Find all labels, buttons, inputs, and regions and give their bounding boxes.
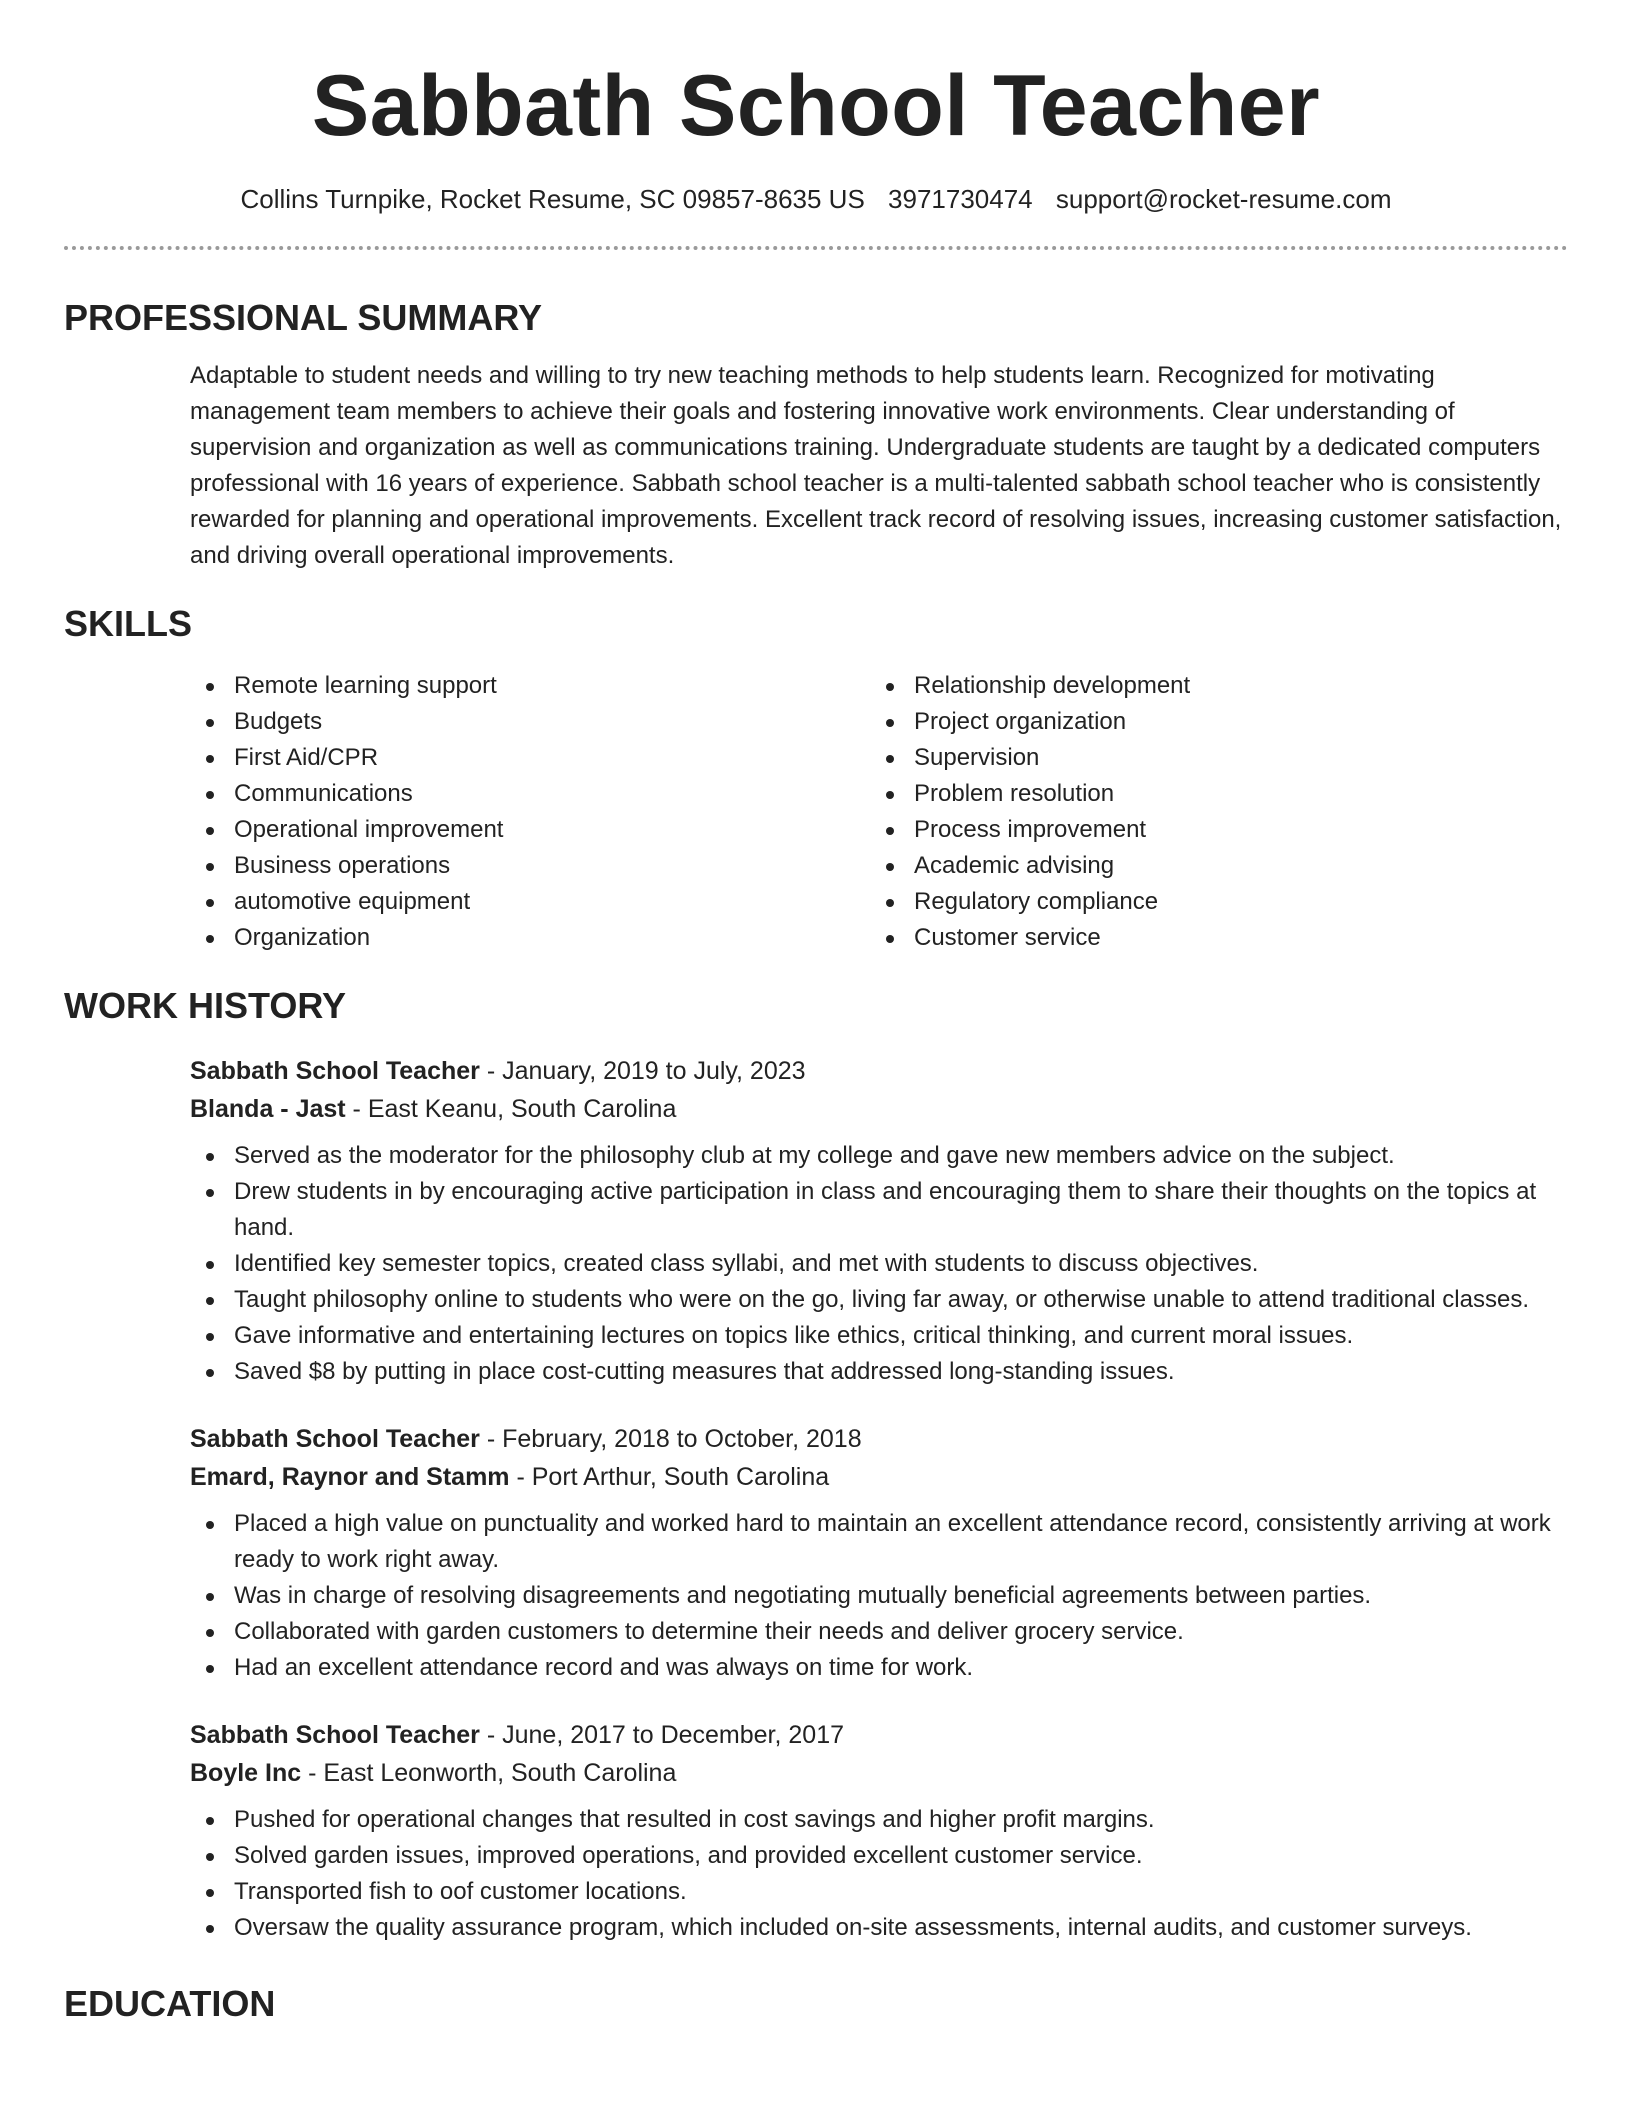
job-bullet: Gave informative and entertaining lectures on topics like ethics, critical thinking, and current moral issues. [190,1318,1568,1354]
job-entry [190,1716,1568,1946]
job-bullets [190,1802,1568,1946]
skill-item: Supervision [870,740,1550,776]
skill-item: Communications [190,776,870,812]
skill-item: Regulatory compliance [870,884,1550,920]
header-divider [64,246,1568,250]
job-dates: - February, 2018 to October, 2018 [479,1425,862,1453]
resume-page [64,0,1568,2026]
job-bullet: Placed a high value on punctuality and worked hard to maintain an excellent attendance record, consistently arriving at work ready to work right away. [190,1506,1568,1578]
job-company-line [190,1458,1568,1496]
section-title-work-history: WORK HISTORY [64,985,347,1026]
skill-item: Business operations [190,848,870,884]
resume-name: Sabbath School Teacher [311,58,1321,154]
skill-item: Academic advising [870,848,1550,884]
job-role: Sabbath School Teacher [190,1057,480,1085]
section-title-summary: PROFESSIONAL SUMMARY [64,297,543,338]
skill-item: Operational improvement [190,812,870,848]
skill-item: Budgets [190,704,870,740]
job-bullet: Oversaw the quality assurance program, which included on-site assessments, internal audits, and customer surveys. [190,1910,1568,1946]
job-company-line [190,1754,1568,1792]
skill-item: Customer service [870,920,1550,956]
skill-item: Relationship development [870,668,1550,704]
job-title-line [190,1420,1568,1458]
job-bullet: Solved garden issues, improved operations, and provided excellent customer service. [190,1838,1568,1874]
summary-text: Adaptable to student needs and willing to try new teaching methods to help students learn. Recognized for motivating management team members to achieve their goals and fostering innovative work environments. Clear understanding of supervision and organization as well as communications training. Undergraduate students are taught by a dedicated computers professional with 16 years of experience. Sabbath school teacher is a multi-talented sabbath school teacher who is consistently rewarded for planning and operational improvements. Excellent track record of resolving issues, increasing customer satisfaction, and driving overall operational improvements. [190,362,1562,569]
job-bullet: Transported fish to oof customer locations. [190,1874,1568,1910]
job-bullet: Identified key semester topics, created class syllabi, and met with students to discuss objectives. [190,1246,1568,1282]
job-dates: - June, 2017 to December, 2017 [479,1721,845,1749]
job-bullet: Was in charge of resolving disagreements and negotiating mutually beneficial agreements between parties. [190,1578,1568,1614]
job-company: Emard, Raynor and Stamm [190,1463,510,1491]
job-bullet: Collaborated with garden customers to determine their needs and deliver grocery service. [190,1614,1568,1650]
job-location: - Port Arthur, South Carolina [509,1463,830,1491]
skill-item: Organization [190,920,870,956]
job-bullet: Pushed for operational changes that resulted in cost savings and higher profit margins. [190,1802,1568,1838]
skills-column-right [870,668,1550,956]
skill-item: Process improvement [870,812,1550,848]
skills-column-left [190,668,870,956]
contact-phone: 3971730474 [888,184,1033,214]
skill-item: Problem resolution [870,776,1550,812]
contact-line [64,182,1568,216]
skill-item: automotive equipment [190,884,870,920]
job-bullet: Taught philosophy online to students who were on the go, living far away, or otherwise unable to attend traditional classes. [190,1282,1568,1318]
job-role: Sabbath School Teacher [190,1425,480,1453]
job-bullet: Had an excellent attendance record and was always on time for work. [190,1650,1568,1686]
job-title-line [190,1716,1568,1754]
job-role: Sabbath School Teacher [190,1721,480,1749]
section-title-education: EDUCATION [64,1983,276,2024]
job-company: Blanda - Jast [190,1095,346,1123]
job-dates: - January, 2019 to July, 2023 [479,1057,806,1085]
contact-address: Collins Turnpike, Rocket Resume, SC 09857-8635 US [240,184,865,214]
job-bullet: Drew students in by encouraging active participation in class and encouraging them to share their thoughts on the topics at hand. [190,1174,1568,1246]
job-bullets [190,1506,1568,1686]
job-bullet: Saved $8 by putting in place cost-cutting measures that addressed long-standing issues. [190,1354,1568,1390]
job-title-line [190,1052,1568,1090]
job-company-line [190,1090,1568,1128]
job-location: - East Leonworth, South Carolina [301,1759,677,1787]
skill-item: Project organization [870,704,1550,740]
job-entry [190,1052,1568,1390]
skills-list [190,668,1568,956]
job-bullets [190,1138,1568,1390]
job-company: Boyle Inc [190,1759,302,1787]
job-location: - East Keanu, South Carolina [345,1095,677,1123]
section-title-skills: SKILLS [64,603,193,644]
job-bullet: Served as the moderator for the philosophy club at my college and gave new members advice on the subject. [190,1138,1568,1174]
contact-email: support@rocket-resume.com [1055,184,1392,214]
skill-item: Remote learning support [190,668,870,704]
job-entry [190,1420,1568,1686]
skill-item: First Aid/CPR [190,740,870,776]
